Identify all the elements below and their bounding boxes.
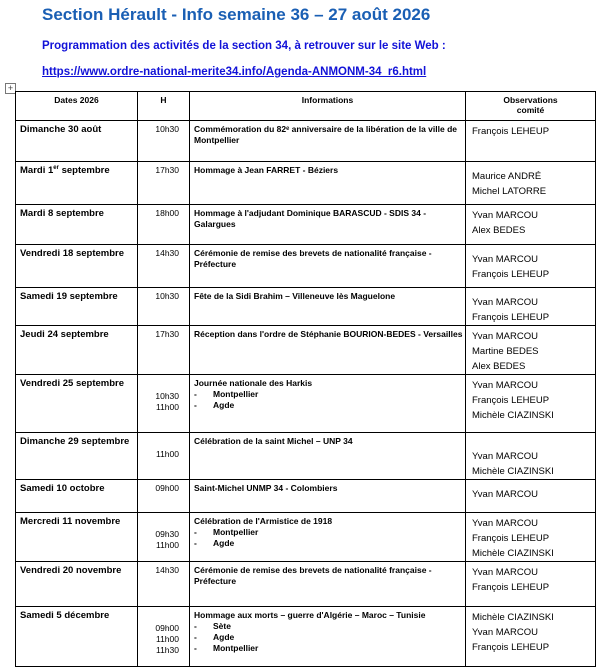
row-observer: Yvan MARCOU <box>472 567 538 578</box>
row-info-title: Célébration de la saint Michel – UNP 34 <box>194 436 353 446</box>
row-info-item-label: Agde <box>213 400 235 410</box>
row-information <box>190 480 466 513</box>
row-information <box>190 433 466 480</box>
row-hours <box>138 326 190 375</box>
row-observer: Yvan MARCOU <box>472 210 538 221</box>
row-info-title: Journée nationale des Harkis <box>194 378 313 388</box>
row-observer: François LEHEUP <box>472 533 550 544</box>
row-info-title: Célébration de l'Armistice de 1918 <box>194 516 333 526</box>
title-section: Section Hérault <box>42 5 167 24</box>
row-date: Vendredi 18 septembre <box>16 245 138 288</box>
row-info-title: Réception dans l'ordre de Stéphanie BOURION-BEDES - Versailles <box>194 329 463 339</box>
row-hour: 09h00 <box>155 483 179 493</box>
row-info-item-label: Sète <box>213 621 231 631</box>
row-hours <box>138 162 190 205</box>
table-row <box>16 562 596 607</box>
row-observer: Michèle CIAZINSKI <box>472 410 554 421</box>
table-row <box>16 513 596 562</box>
row-information <box>190 607 466 667</box>
table-row <box>16 121 596 162</box>
row-observers <box>466 513 596 562</box>
row-hours <box>138 205 190 245</box>
row-observers <box>466 162 596 205</box>
row-observers <box>466 288 596 326</box>
row-info-title: Commémoration du 82ᵉ anniversaire de la libération de la ville de Montpellier <box>194 124 458 145</box>
row-info-title: Cérémonie de remise des brevets de nationalité française - Préfecture <box>194 565 432 586</box>
table-header-row <box>16 92 596 121</box>
row-observer: Yvan MARCOU <box>472 451 538 462</box>
row-date: Mardi 1er septembre <box>16 162 138 205</box>
row-observer: Michèle CIAZINSKI <box>472 466 554 477</box>
row-hour: 09h00 <box>155 623 179 633</box>
row-hours <box>138 480 190 513</box>
row-observers <box>466 375 596 433</box>
row-info-title: Hommage aux morts – guerre d'Algérie – Maroc – Tunisie <box>194 610 426 620</box>
row-info-item-label: Agde <box>213 538 235 548</box>
row-information <box>190 288 466 326</box>
table-row <box>16 288 596 326</box>
row-information <box>190 205 466 245</box>
row-observer: Maurice ANDRÉ <box>472 171 542 182</box>
row-date: Vendredi 20 novembre <box>16 562 138 607</box>
row-info-item <box>194 538 465 549</box>
row-observers <box>466 326 596 375</box>
page-title <box>42 5 430 25</box>
row-information <box>190 245 466 288</box>
row-date: Mercredi 11 novembre <box>16 513 138 562</box>
row-information <box>190 326 466 375</box>
row-hour: 14h30 <box>155 565 179 575</box>
row-hours <box>138 513 190 562</box>
title-info: Info semaine 36 – 27 août 2026 <box>181 5 431 24</box>
row-info-item <box>194 643 465 654</box>
row-date: Vendredi 25 septembre <box>16 375 138 433</box>
row-hour: 10h30 <box>155 391 179 401</box>
row-hour: 11h00 <box>155 402 179 412</box>
row-hours <box>138 375 190 433</box>
row-date: Dimanche 30 août <box>16 121 138 162</box>
row-date: Jeudi 24 septembre <box>16 326 138 375</box>
row-hour: 17h30 <box>155 165 179 175</box>
row-date: Dimanche 29 septembre <box>16 433 138 480</box>
table-row <box>16 375 596 433</box>
agenda-link[interactable]: https://www.ordre-national-merite34.info/Agenda-ANMONM-34_r6.html <box>42 66 427 78</box>
row-observer: Yvan MARCOU <box>472 518 538 529</box>
row-information <box>190 162 466 205</box>
table-row <box>16 433 596 480</box>
row-date: Samedi 5 décembre <box>16 607 138 667</box>
row-observers <box>466 121 596 162</box>
row-info-item <box>194 621 465 632</box>
agenda-table <box>15 91 596 667</box>
row-info-item <box>194 400 465 411</box>
row-observer: Yvan MARCOU <box>472 331 538 342</box>
row-observers <box>466 607 596 667</box>
row-observer: Martine BEDES <box>472 346 539 357</box>
table-row <box>16 480 596 513</box>
row-date: Samedi 10 octobre <box>16 480 138 513</box>
row-hour: 17h30 <box>155 329 179 339</box>
row-observer: Yvan MARCOU <box>472 489 538 500</box>
row-hours <box>138 562 190 607</box>
table-row <box>16 245 596 288</box>
row-info-item <box>194 389 465 400</box>
row-date: Mardi 8 septembre <box>16 205 138 245</box>
row-info-item <box>194 527 465 538</box>
row-info-item-label: Montpellier <box>213 527 259 537</box>
row-hours <box>138 245 190 288</box>
row-information <box>190 121 466 162</box>
row-observers <box>466 480 596 513</box>
row-observers <box>466 562 596 607</box>
table-row <box>16 205 596 245</box>
row-information <box>190 562 466 607</box>
intro-text: Programmation des activités de la section 34, à retrouver sur le site Web : <box>42 40 446 52</box>
row-observer: François LEHEUP <box>472 642 550 653</box>
row-hours <box>138 607 190 667</box>
row-hours <box>138 121 190 162</box>
row-info-title: Cérémonie de remise des brevets de nationalité française - Préfecture <box>194 248 432 269</box>
row-info-title: Hommage à l'adjudant Dominique BARASCUD - SDIS 34 - Galargues <box>194 208 427 229</box>
row-observer: François LEHEUP <box>472 126 550 137</box>
row-observer: François LEHEUP <box>472 395 550 406</box>
row-observer: Michel LATORRE <box>472 186 547 197</box>
row-hour: 18h00 <box>155 208 179 218</box>
header-informations: Informations <box>190 92 466 121</box>
row-hour: 11h00 <box>155 540 179 550</box>
table-row <box>16 607 596 667</box>
row-info-item-label: Montpellier <box>213 389 259 399</box>
row-hour: 09h30 <box>155 529 179 539</box>
row-hours <box>138 433 190 480</box>
row-observer: Yvan MARCOU <box>472 627 538 638</box>
row-observer: Alex BEDES <box>472 361 526 372</box>
row-info-title: Hommage à Jean FARRET - Béziers <box>194 165 339 175</box>
row-hour: 11h00 <box>155 634 179 644</box>
row-date: Samedi 19 septembre <box>16 288 138 326</box>
row-hour: 10h30 <box>155 291 179 301</box>
row-info-title: Saint-Michel UNMP 34 - Colombiers <box>194 483 338 493</box>
table-row <box>16 326 596 375</box>
header-hour: H <box>138 92 190 121</box>
row-observer: François LEHEUP <box>472 582 550 593</box>
row-info-item-label: Agde <box>213 632 235 642</box>
row-observer: Michèle CIAZINSKI <box>472 548 554 559</box>
row-hour: 10h30 <box>155 124 179 134</box>
row-observer: Yvan MARCOU <box>472 297 538 308</box>
row-observer: François LEHEUP <box>472 312 550 323</box>
row-information <box>190 513 466 562</box>
row-observers <box>466 245 596 288</box>
row-observer: Yvan MARCOU <box>472 254 538 265</box>
row-info-item-label: Montpellier <box>213 643 259 653</box>
row-observer: François LEHEUP <box>472 269 550 280</box>
row-hours <box>138 288 190 326</box>
row-hour: 14h30 <box>155 248 179 258</box>
title-separator: - <box>166 5 182 24</box>
row-observer: Yvan MARCOU <box>472 380 538 391</box>
row-hour: 11h00 <box>155 449 179 459</box>
table-move-handle-icon[interactable]: + <box>5 83 16 94</box>
row-information <box>190 375 466 433</box>
header-dates: Dates 2026 <box>16 92 138 121</box>
row-info-title: Fête de la Sidi Brahim – Villeneuve lès Maguelone <box>194 291 396 301</box>
row-observers <box>466 205 596 245</box>
row-observer: Alex BEDES <box>472 225 526 236</box>
row-observer: Michèle CIAZINSKI <box>472 612 554 623</box>
row-observers <box>466 433 596 480</box>
table-row <box>16 162 596 205</box>
row-info-item <box>194 632 465 643</box>
header-observations: Observations comité <box>466 92 596 121</box>
row-hour: 11h30 <box>155 645 179 655</box>
